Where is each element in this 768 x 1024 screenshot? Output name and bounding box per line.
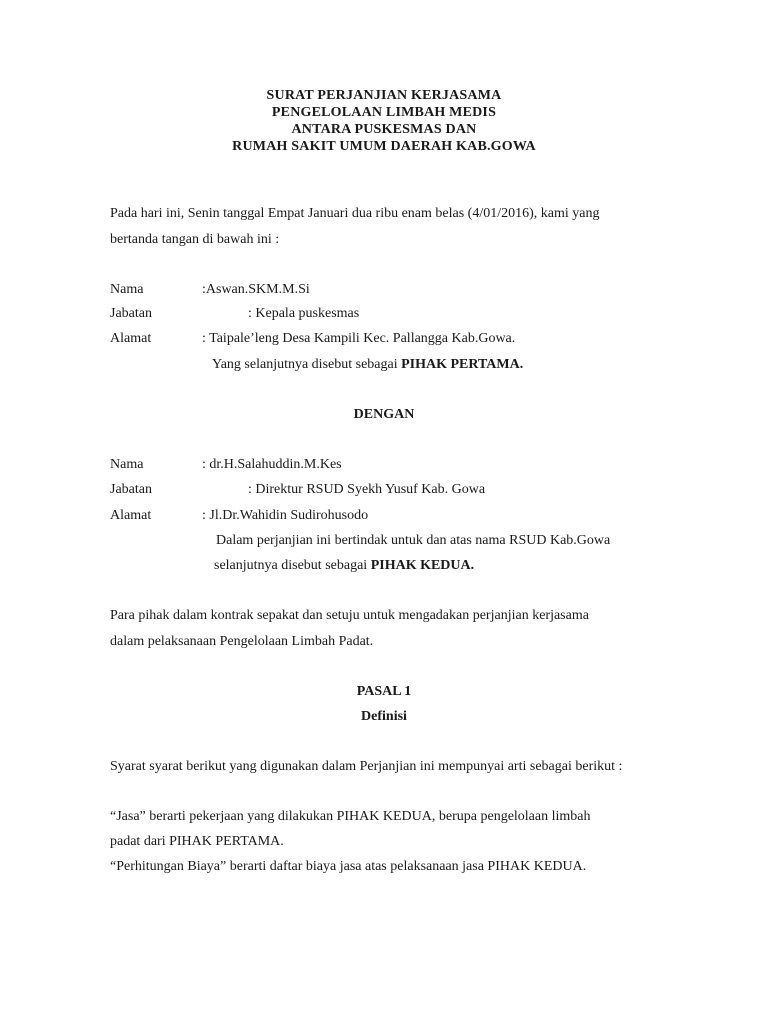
party2-address-label: Alamat: [110, 508, 152, 523]
document-title-line-1: SURAT PERJANJIAN KERJASAMA: [266, 88, 502, 103]
party1-address-label: Alamat: [110, 331, 152, 346]
party2-address-value: : Jl.Dr.Wahidin Sudirohusodo: [202, 508, 369, 523]
party2-designation-bold: PIHAK KEDUA.: [370, 558, 475, 573]
definition-biaya-line-1: “Perhitungan Biaya” berarti daftar biaya jasa atas pelaksanaan jasa PIHAK KEDUA.: [110, 859, 587, 874]
agreement-line-1: Para pihak dalam kontrak sepakat dan setuju untuk mengadakan perjanjian kerjasama: [110, 608, 589, 623]
party2-position-value: : Direktur RSUD Syekh Yusuf Kab. Gowa: [248, 482, 486, 497]
party2-designation: [214, 558, 474, 574]
document-title-line-2: PENGELOLAAN LIMBAH MEDIS: [271, 105, 497, 120]
party1-position-value: : Kepala puskesmas: [248, 306, 360, 321]
pasal1-subheading: Definisi: [361, 709, 407, 724]
agreement-line-2: dalam pelaksanaan Pengelolaan Limbah Padat.: [110, 634, 374, 649]
pasal1-heading: PASAL 1: [356, 684, 412, 699]
party2-designation-text: selanjutnya disebut sebagai: [214, 558, 371, 573]
party1-name-label: Nama: [110, 282, 144, 297]
party1-address-value: : Taipale’leng Desa Kampili Kec. Pallangga Kab.Gowa.: [202, 331, 516, 346]
with-heading: DENGAN: [353, 407, 415, 422]
party2-name-value: : dr.H.Salahuddin.M.Kes: [202, 457, 342, 472]
party1-designation-bold: PIHAK PERTAMA.: [401, 357, 524, 372]
definition-jasa-line-1: “Jasa” berarti pekerjaan yang dilakukan PIHAK KEDUA, berupa pengelolaan limbah: [110, 809, 591, 824]
intro-line-2: bertanda tangan di bawah ini :: [110, 232, 280, 247]
party2-note-line-1: Dalam perjanjian ini bertindak untuk dan atas nama RSUD Kab.Gowa: [216, 533, 611, 548]
definitions-intro: Syarat syarat berikut yang digunakan dalam Perjanjian ini mempunyai arti sebagai berikut :: [110, 759, 623, 774]
party1-designation: [212, 357, 523, 373]
document-title-line-4: RUMAH SAKIT UMUM DAERAH KAB.GOWA: [232, 139, 536, 154]
party2-position-label: Jabatan: [110, 482, 152, 497]
intro-line-1: Pada hari ini, Senin tanggal Empat Januari dua ribu enam belas (4/01/2016), kami yang: [110, 206, 600, 221]
party1-position-label: Jabatan: [110, 306, 152, 321]
document-title-line-3: ANTARA PUSKESMAS DAN: [291, 122, 477, 137]
party2-name-label: Nama: [110, 457, 144, 472]
party1-designation-text: Yang selanjutnya disebut sebagai: [212, 357, 402, 372]
party1-name-value: :Aswan.SKM.M.Si: [202, 282, 310, 297]
definition-jasa-line-2: padat dari PIHAK PERTAMA.: [110, 834, 284, 849]
